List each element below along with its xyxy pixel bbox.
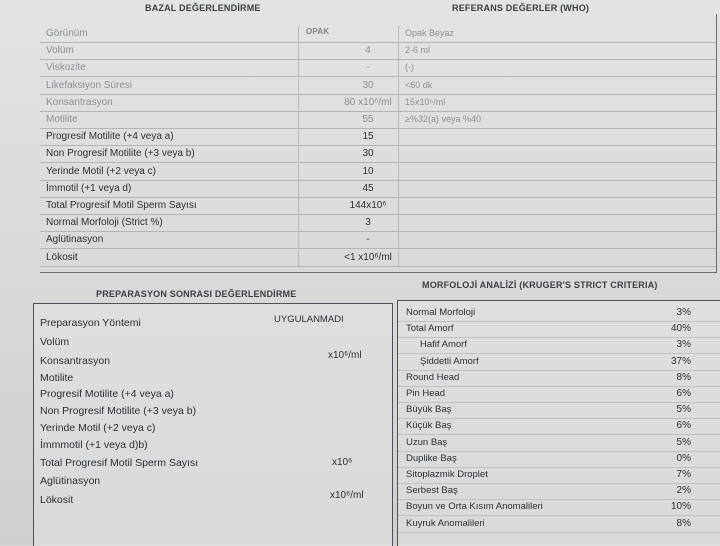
morphology-row [398,418,720,435]
basal-row [40,181,716,198]
morphology-row-value: 3% [676,307,691,318]
basal-row [40,112,716,129]
basal-row-label: Yerinde Motil (+2 veya c) [46,165,156,177]
morphology-row-label: Kuyruk Anomalileri [406,517,485,529]
morphology-table [397,300,720,546]
morphology-row [398,467,720,484]
basal-row-label: Progresif Motilite (+4 veya a) [46,131,174,143]
column-divider [398,95,399,111]
basal-row-value: 30 [362,79,374,91]
basal-row-reference: ≥%32(a) veya %40 [405,114,481,124]
basal-row-label: Non Progresif Motilite (+3 veya b) [46,148,195,160]
post-prep-item: Volüm [40,336,70,348]
post-prep-item: Yerinde Motil (+2 veya c) [40,422,156,434]
post-prep-item: Progresif Motilite (+4 veya a) [40,388,174,400]
basal-row-value: <1 x10⁶/ml [344,251,392,263]
morphology-row-label: Sitoplazmik Droplet [406,469,488,480]
morphology-row [398,305,720,322]
basal-row-label: Likefaksiyon Süresi [46,79,133,91]
basal-table [40,14,717,273]
basal-row-label: Konsantrasyon [46,96,113,108]
morphology-row [398,386,720,403]
morphology-row [398,435,720,452]
morphology-row-label: Round Head [406,371,460,383]
morphology-row-value: 6% [676,388,691,399]
basal-row-label: Motilite [46,114,78,125]
morphology-row-value: 2% [676,485,691,497]
column-divider [398,146,399,162]
post-prep-item: Lökosit [40,494,74,506]
column-divider [398,198,399,214]
morphology-row-label: Büyük Baş [406,404,452,416]
morphology-row-label: Total Amorf [406,323,454,335]
column-divider [398,181,399,197]
morphology-row-value: 7% [676,469,691,480]
basal-row [40,250,716,267]
basal-row [40,43,716,60]
post-prep-item: Motilite [40,372,74,384]
basal-row-value: 45 [362,182,374,194]
column-divider [398,164,399,180]
column-divider [398,78,399,94]
morphology-row [398,483,720,500]
morphology-title: MORFOLOJİ ANALİZİ (KRUGER'S STRICT CRITERIA) [422,280,658,290]
column-divider [398,250,399,266]
total-motile-unit: x10⁶ [332,457,353,468]
post-prep-item: Konsantrasyon [40,355,111,367]
morphology-row-label: Uzun Baş [406,436,448,448]
prep-method-value: UYGULANMADI [274,314,344,325]
basal-row-value: 4 [365,45,371,57]
morphology-row [398,370,720,387]
post-prep-title: PREPARASYON SONRASI DEĞERLENDİRME [96,289,297,299]
basal-row-value: 3 [365,217,371,229]
basal-row-value: 80 x10⁶/ml [344,96,392,108]
basal-row-value: 15 [362,131,374,143]
basal-row-label: İmmotil (+1 veya d) [46,182,132,194]
basal-row-label: Volüm [46,45,74,57]
morphology-row-label: Serbest Baş [406,485,458,497]
column-divider [298,26,299,42]
basal-row-value: 30 [362,148,374,160]
basal-row-value: 10 [362,165,374,177]
morphology-row [398,321,720,338]
morphology-row-value: 8% [676,371,691,383]
morphology-row-value: 0% [676,452,691,464]
morphology-row [398,337,720,354]
basal-row [40,198,716,215]
post-prep-item: Non Progresif Motilite (+3 veya b) [40,405,197,417]
basal-row-label: Aglütinasyon [46,234,104,246]
basal-row-reference: 15x10⁶/ml [405,96,446,107]
basal-row-value: - [366,234,370,246]
morphology-row-label: Küçük Baş [406,420,452,432]
morphology-row-label: Hafif Amorf [420,339,467,351]
basal-row-label: Normal Morfoloji (Strict %) [46,217,163,229]
basal-row-label: Total Progresif Motil Sperm Sayısı [46,200,197,211]
morphology-row-label: Pin Head [406,388,446,399]
basal-row [40,60,716,77]
morphology-row [398,402,720,419]
morphology-row-label: Şiddetli Amorf [420,355,479,367]
basal-row [40,215,716,232]
basal-row [40,95,716,112]
morphology-row [398,354,720,371]
column-divider [398,112,399,128]
morphology-row-label: Duplike Baş [406,452,457,464]
morphology-row-value: 37% [670,355,691,367]
morphology-row-value: 10% [670,501,691,513]
concentration-unit: x10⁶/ml [328,350,362,361]
basal-row [40,78,716,95]
post-prep-panel [33,303,393,546]
basal-row-reference: 2-6 ml [405,45,431,56]
leukocyte-unit: x10⁶/ml [330,490,364,501]
morphology-row-label: Boyun ve Orta Kısım Anomalileri [406,501,543,513]
basal-row-value: - [366,62,370,74]
morphology-row-value: 3% [676,339,691,351]
morphology-row-value: 5% [676,436,691,448]
column-divider [398,232,399,248]
basal-row [40,129,716,146]
column-divider [398,43,399,59]
post-prep-item: Aglütinasyon [40,475,101,487]
morphology-row-value: 8% [676,517,691,529]
prep-method-label: Preparasyon Yöntemi [40,317,141,329]
basal-row-reference: (-) [405,62,414,73]
morphology-row [398,516,720,533]
basal-row-label: Viskozite [46,62,86,74]
morphology-row-value: 40% [670,323,691,335]
basal-row [40,164,716,181]
basal-value-column-header: OPAK [306,27,330,36]
post-prep-item: İmmmotil (+1 veya d)b) [40,439,148,451]
morphology-row [398,499,720,516]
basal-row-reference: Opak Beyaz [405,28,455,38]
basal-row-label: Lökosit [46,251,78,263]
basal-title: BAZAL DEĞERLENDİRME [145,3,261,13]
basal-row-value: 144x10⁶ [349,200,387,211]
column-divider [398,26,399,42]
morphology-row-value: 5% [676,404,691,416]
morphology-row-value: 6% [676,420,691,432]
column-divider [398,129,399,145]
column-divider [398,60,399,76]
basal-row-reference: <60 dk [405,79,433,90]
morphology-row [398,451,720,468]
reference-title: REFERANS DEĞERLER (WHO) [452,3,590,13]
post-prep-item: Total Progresif Motil Sperm Sayısı [40,457,199,469]
basal-row [40,146,716,163]
column-divider [398,215,399,231]
morphology-row-label: Normal Morfoloji [406,307,476,318]
basal-row-label: Görünüm [46,28,88,39]
basal-row [40,26,716,43]
basal-row [40,232,716,249]
basal-row-value: 55 [362,114,374,125]
